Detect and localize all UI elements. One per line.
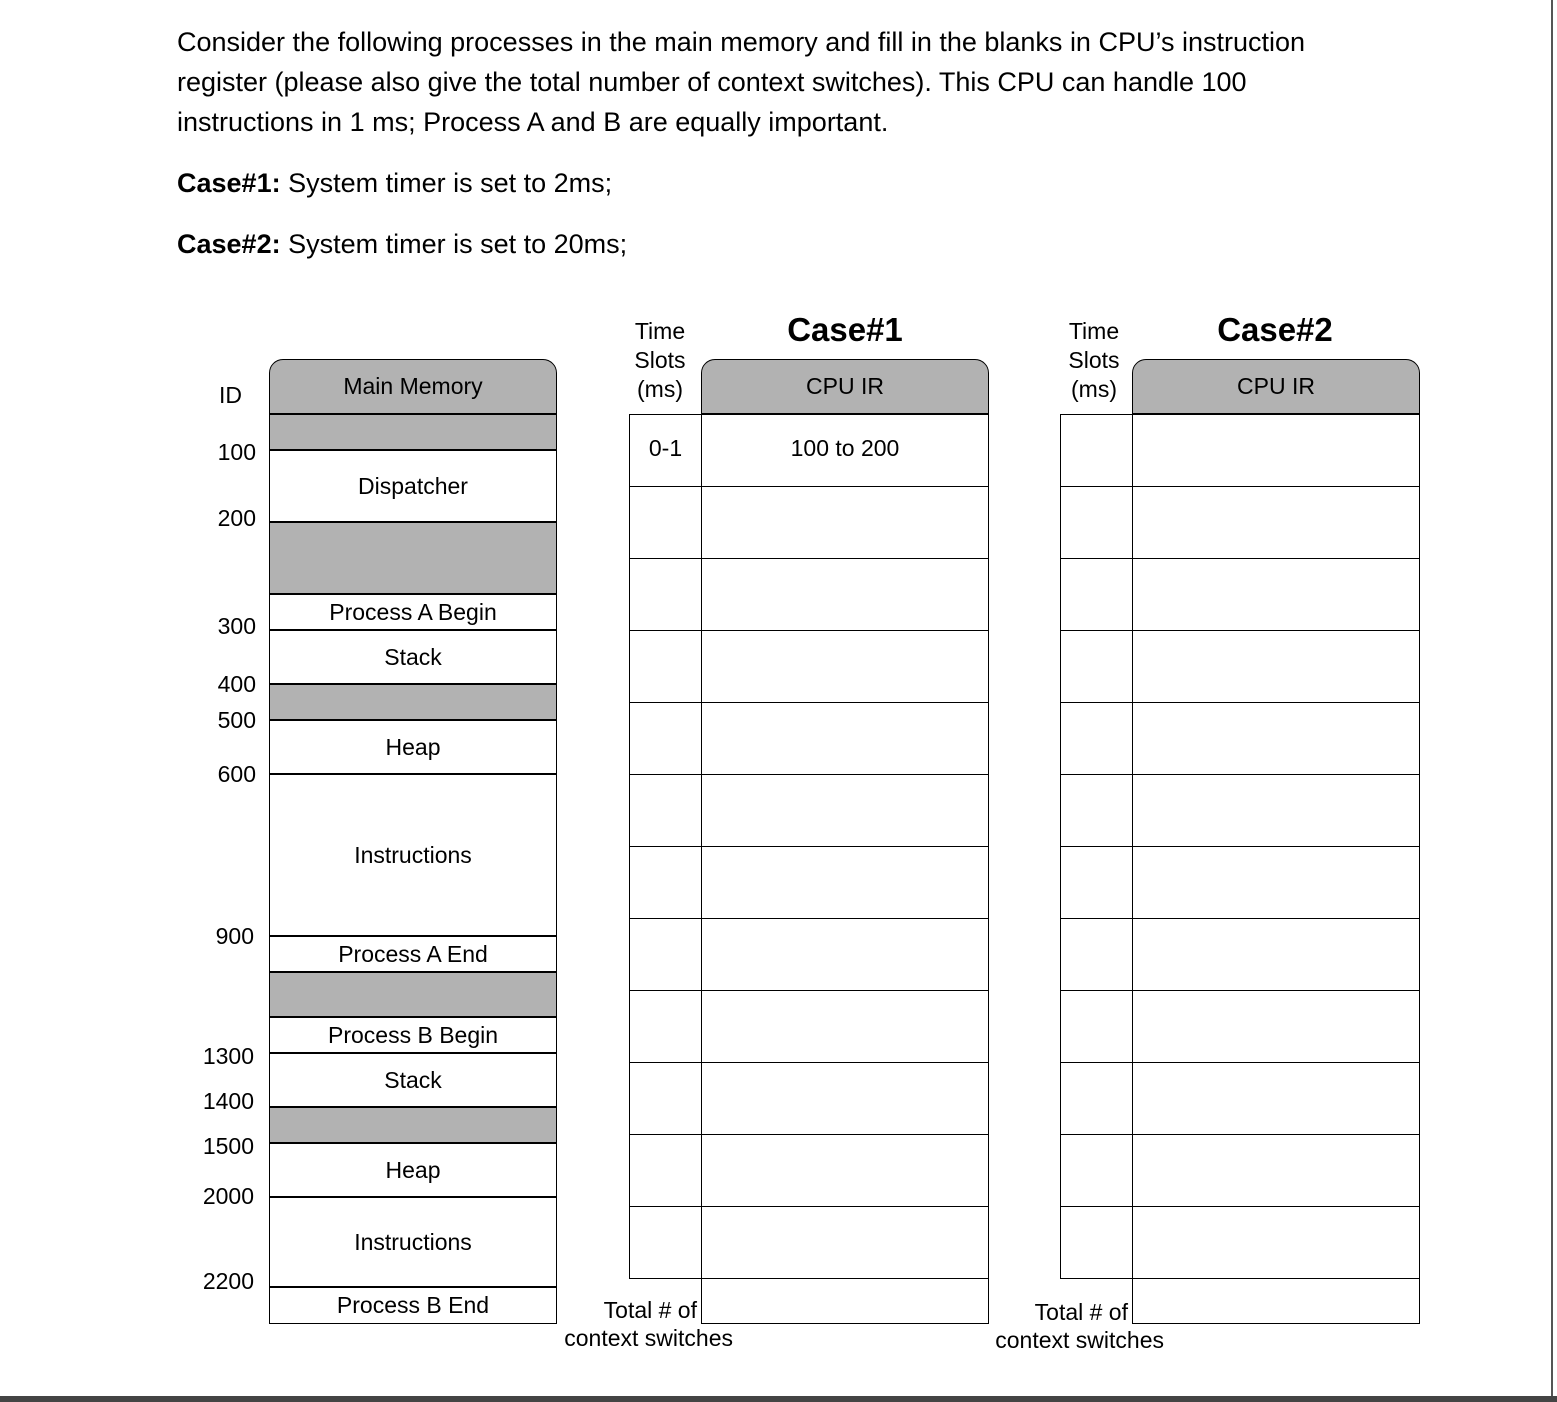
case2-time-slot-cell[interactable]: [1060, 558, 1133, 631]
memory-address-label: 1300: [202, 1043, 254, 1069]
case1-time-slot-cell[interactable]: [629, 558, 702, 631]
case1-cpu-ir-cell[interactable]: [701, 1134, 989, 1207]
case1-time-slot-cell[interactable]: [629, 918, 702, 991]
case1-cpu-ir-cell[interactable]: [701, 486, 989, 559]
case2-cpu-ir-cell[interactable]: [1132, 846, 1420, 919]
case1-time-header-line3: (ms): [637, 376, 683, 402]
case2-cpu-ir-cell[interactable]: [1132, 558, 1420, 631]
case2-time-slot-cell[interactable]: [1060, 630, 1133, 703]
memory-address-label: 900: [215, 923, 254, 949]
case2-time-slot-cell[interactable]: [1060, 918, 1133, 991]
case2-time-header-line1: Time: [1068, 318, 1120, 344]
case1-title: Case#1: [787, 311, 903, 348]
memory-segment: [269, 774, 557, 936]
memory-segment-label: Process A Begin: [329, 598, 497, 625]
case2-time-slot-cell[interactable]: [1060, 990, 1133, 1063]
case2-cpu-ir-cell[interactable]: [1132, 990, 1420, 1063]
case1-total-input[interactable]: [701, 1278, 989, 1324]
case1-cpu-ir-value: 100 to 200: [790, 435, 900, 461]
case2-total-input[interactable]: [1132, 1278, 1420, 1324]
case2-total-label-line1: Total # of: [1034, 1299, 1128, 1325]
problem-line-1: Consider the following processes in the main memory and fill in the blanks in CPU’s instruction: [177, 27, 1306, 57]
memory-segment: [269, 594, 557, 630]
case2-time-header-line3: (ms): [1071, 376, 1117, 402]
page-bottom-edge: [0, 1396, 1557, 1402]
case2-cpu-ir-header-label: CPU IR: [1237, 373, 1315, 399]
case2-label: Case#2:: [177, 229, 281, 259]
memory-segment-label: Heap: [385, 733, 441, 760]
memory-segment-label: Process B Begin: [327, 1021, 499, 1048]
memory-address-label: 400: [217, 671, 256, 697]
case1-time-header-line2: Slots: [634, 347, 686, 373]
memory-address-label: 2000: [202, 1183, 254, 1209]
memory-segment-unused: [269, 522, 557, 594]
case1-time-slot-cell[interactable]: [629, 414, 702, 487]
memory-segment-unused: [269, 1107, 557, 1143]
case2-time-slot-cell[interactable]: [1060, 846, 1133, 919]
memory-segment-unused: [269, 684, 557, 720]
case2-total-label-line2: context switches: [995, 1327, 1164, 1353]
case1-time-slot-cell[interactable]: [629, 630, 702, 703]
main-memory-header: [269, 359, 557, 414]
case1-time-slot-cell[interactable]: [629, 1206, 702, 1279]
case1-cpu-ir-header: [701, 359, 989, 414]
case2-cpu-ir-cell[interactable]: [1132, 1062, 1420, 1135]
case1-cpu-ir-cell[interactable]: [701, 630, 989, 703]
memory-address-label: 1500: [202, 1133, 254, 1159]
case1-time-header-line1: Time: [634, 318, 686, 344]
case1-time-slot-value: 0-1: [648, 435, 683, 461]
memory-segment-label: Heap: [385, 1156, 441, 1183]
case1-time-header: [620, 317, 700, 404]
case2-cpu-ir-cell[interactable]: [1132, 1206, 1420, 1279]
id-header: ID: [219, 382, 242, 408]
case1-text: System timer is set to 2ms;: [280, 168, 613, 198]
case2-time-slot-cell[interactable]: [1060, 702, 1133, 775]
case1-cpu-ir-cell[interactable]: [701, 918, 989, 991]
memory-segment-label: Dispatcher: [358, 472, 468, 499]
case2-cpu-ir-cell[interactable]: [1132, 918, 1420, 991]
case2-time-header-line2: Slots: [1068, 347, 1120, 373]
case2-cpu-ir-header: [1132, 359, 1420, 414]
case2-description: [177, 227, 627, 261]
memory-address-label: 1400: [202, 1088, 254, 1114]
memory-segment-label: Process B End: [336, 1292, 490, 1318]
memory-address-label: 600: [217, 761, 256, 787]
memory-address-label: 200: [217, 505, 256, 531]
case1-time-slot-cell[interactable]: [629, 774, 702, 847]
case2-text: System timer is set to 20ms;: [280, 229, 628, 259]
memory-segment-label: Process A End: [338, 940, 488, 967]
case2-cpu-ir-cell[interactable]: [1132, 630, 1420, 703]
memory-segment-label: Stack: [384, 1066, 442, 1093]
problem-statement: [177, 22, 1377, 142]
memory-address-label: 100: [217, 439, 256, 465]
case1-label: Case#1:: [177, 168, 281, 198]
case1-total-label-line1: Total # of: [603, 1297, 697, 1323]
problem-line-2: register (please also give the total number of context switches). This CPU can handle 100: [177, 67, 1247, 97]
case1-time-slot-cell[interactable]: [629, 1062, 702, 1135]
memory-segment-unused: [269, 414, 557, 450]
case2-time-header: [1054, 317, 1134, 404]
case2-cpu-ir-cell[interactable]: [1132, 1134, 1420, 1207]
main-memory-header-label: Main Memory: [343, 373, 483, 399]
memory-segment: [269, 1017, 557, 1053]
memory-address-label: 500: [217, 707, 256, 733]
case1-cpu-ir-cell[interactable]: [701, 558, 989, 631]
case2-title: Case#2: [1217, 311, 1333, 348]
case1-time-slot-cell[interactable]: [629, 990, 702, 1063]
memory-segment: [269, 936, 557, 972]
case1-cpu-ir-header-label: CPU IR: [806, 373, 884, 399]
memory-segment: [269, 1143, 557, 1197]
case1-cpu-ir-cell[interactable]: [701, 414, 989, 487]
case1-cpu-ir-cell[interactable]: [701, 1206, 989, 1279]
case1-cpu-ir-cell[interactable]: [701, 990, 989, 1063]
case1-time-slot-cell[interactable]: [629, 846, 702, 919]
case2-time-slot-cell[interactable]: [1060, 486, 1133, 559]
case1-time-slot-cell[interactable]: [629, 486, 702, 559]
memory-address-label: 300: [217, 613, 256, 639]
case2-cpu-ir-cell[interactable]: [1132, 486, 1420, 559]
memory-segment: [269, 1197, 557, 1287]
case2-cpu-ir-cell[interactable]: [1132, 702, 1420, 775]
case1-time-slot-cell[interactable]: [629, 1134, 702, 1207]
case1-total-label-line2: context switches: [564, 1325, 733, 1351]
memory-segment: [269, 450, 557, 522]
memory-segment-label: Instructions: [354, 1228, 472, 1255]
case2-time-slot-cell[interactable]: [1060, 1134, 1133, 1207]
memory-segment: [269, 720, 557, 774]
memory-segment: [269, 1053, 557, 1107]
case1-cpu-ir-cell[interactable]: [701, 846, 989, 919]
memory-segment: [269, 1287, 557, 1324]
problem-line-3: instructions in 1 ms; Process A and B are equally important.: [177, 107, 889, 137]
case1-cpu-ir-cell[interactable]: [701, 1062, 989, 1135]
case2-cpu-ir-cell[interactable]: [1132, 414, 1420, 487]
memory-address-label: 2200: [202, 1268, 254, 1294]
case1-description: [177, 166, 612, 200]
memory-segment: [269, 630, 557, 684]
case2-time-slot-cell[interactable]: [1060, 1062, 1133, 1135]
case1-cpu-ir-cell[interactable]: [701, 702, 989, 775]
memory-segment-unused: [269, 972, 557, 1017]
case2-time-slot-cell[interactable]: [1060, 1206, 1133, 1279]
case2-cpu-ir-cell[interactable]: [1132, 774, 1420, 847]
case2-time-slot-cell[interactable]: [1060, 414, 1133, 487]
memory-segment-label: Stack: [384, 643, 442, 670]
page-right-edge: [1551, 0, 1553, 1398]
case1-cpu-ir-cell[interactable]: [701, 774, 989, 847]
memory-segment-label: Instructions: [354, 841, 472, 868]
case1-time-slot-cell[interactable]: [629, 702, 702, 775]
case2-time-slot-cell[interactable]: [1060, 774, 1133, 847]
